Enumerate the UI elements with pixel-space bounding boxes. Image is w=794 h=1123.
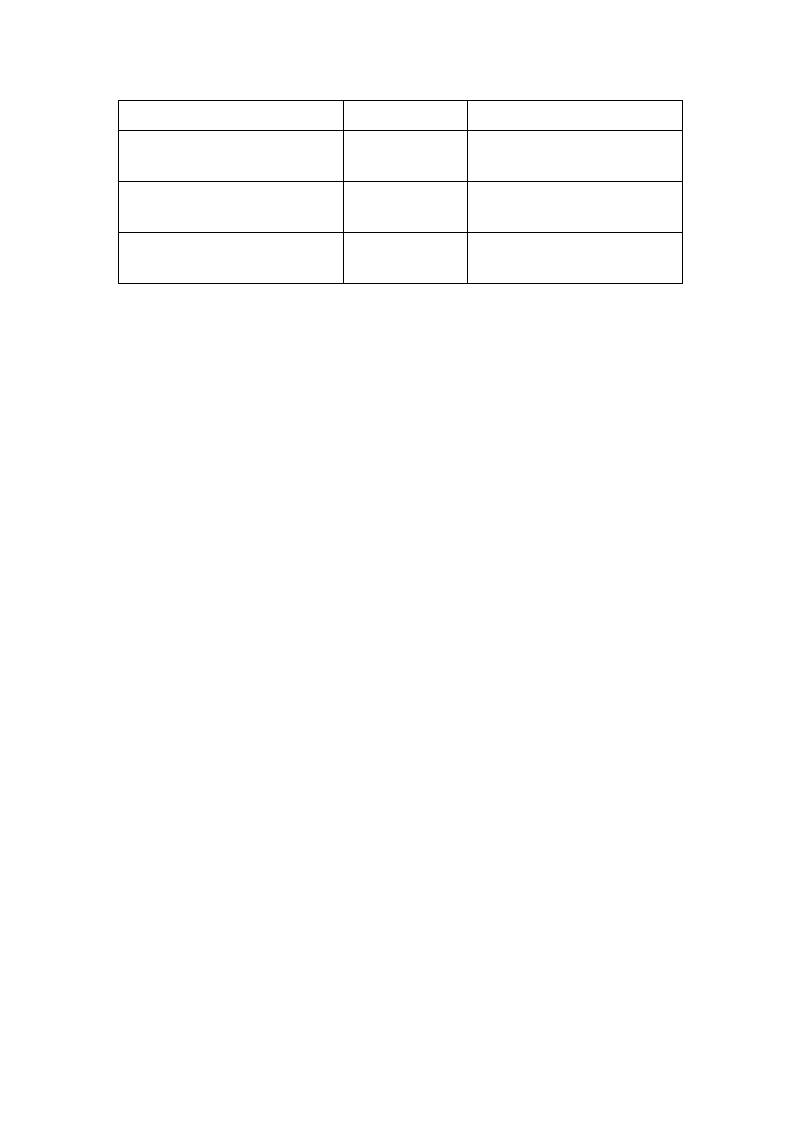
document-page — [118, 99, 684, 366]
header-source — [468, 101, 683, 131]
cell-note — [344, 182, 468, 233]
cell-source — [468, 182, 683, 233]
answer-line-1 — [118, 304, 684, 325]
cell-poem — [119, 131, 344, 182]
cell-note — [344, 131, 468, 182]
cell-source — [468, 131, 683, 182]
table-row — [119, 182, 683, 233]
cell-note — [344, 233, 468, 284]
answer-line-2 — [118, 325, 684, 346]
header-poem — [119, 101, 344, 131]
cell-source — [468, 233, 683, 284]
table-row — [119, 233, 683, 284]
moon-poems-table — [118, 100, 683, 284]
cell-poem — [119, 233, 344, 284]
table-header-row — [119, 101, 683, 131]
table-row — [119, 131, 683, 182]
cell-poem — [119, 182, 344, 233]
header-note — [344, 101, 468, 131]
answer-line-3 — [118, 345, 684, 366]
